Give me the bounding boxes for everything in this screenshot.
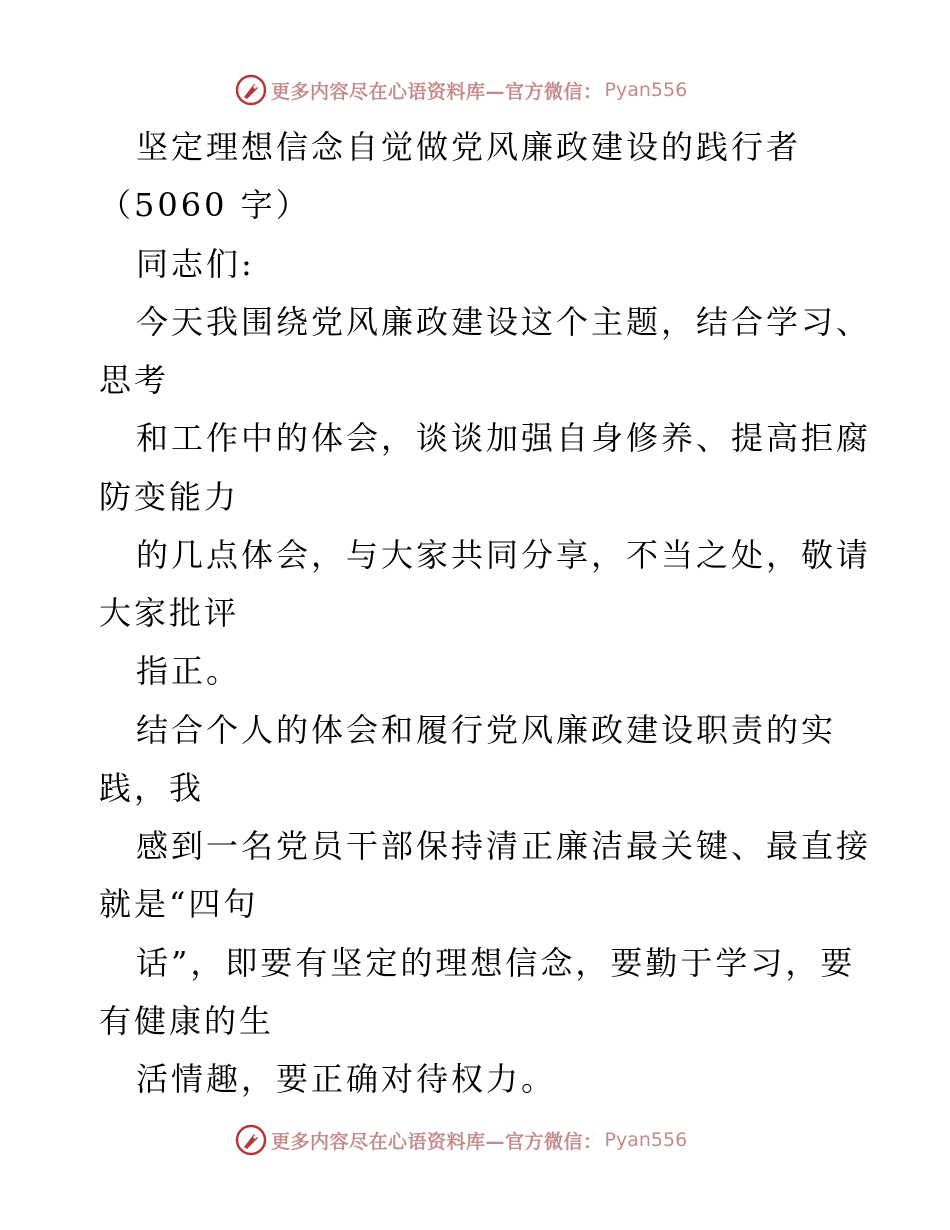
body-line: 防变能力 [99, 478, 240, 516]
body-line: 指正。 [136, 652, 242, 690]
salutation: 同志们: [136, 245, 255, 283]
body-line: 就是“四句 [99, 885, 259, 923]
body-line: 感到一名党员干部保持清正廉洁最关键、最直接 [136, 827, 872, 865]
wechat-id: Pyan556 [604, 1129, 688, 1151]
body-line: 的几点体会，与大家共同分享，不当之处，敬请 [136, 536, 872, 574]
body-line: 结合个人的体会和履行党风廉政建设职责的实 [136, 711, 837, 749]
body-line: 活情趣，要正确对待权力。 [136, 1060, 557, 1098]
body-line: 话”，即要有坚定的理想信念，要勤于学习，要 [136, 944, 856, 982]
body-line: 和工作中的体会，谈谈加强自身修养、提高拒腐 [136, 419, 872, 457]
document-title: 坚定理想信念自觉做党风廉政建设的践行者 [136, 128, 802, 166]
word-count: （5060 字） [99, 186, 311, 224]
footer-banner [235, 1122, 687, 1158]
body-line: 大家批评 [99, 594, 240, 632]
banner-text: 更多内容尽在心语资料库—官方微信： [271, 1130, 603, 1153]
pen-nib-logo-icon [235, 74, 267, 106]
body-line: 践，我 [99, 769, 205, 807]
wechat-id: Pyan556 [604, 79, 688, 101]
body-line: 思考 [99, 361, 170, 399]
banner-text: 更多内容尽在心语资料库—官方微信： [271, 80, 603, 103]
body-line: 今天我围绕党风廉政建设这个主题，结合学习、 [136, 303, 872, 341]
body-line: 有健康的生 [99, 1002, 275, 1040]
header-banner [235, 72, 687, 108]
pen-nib-logo-icon [235, 1124, 267, 1156]
